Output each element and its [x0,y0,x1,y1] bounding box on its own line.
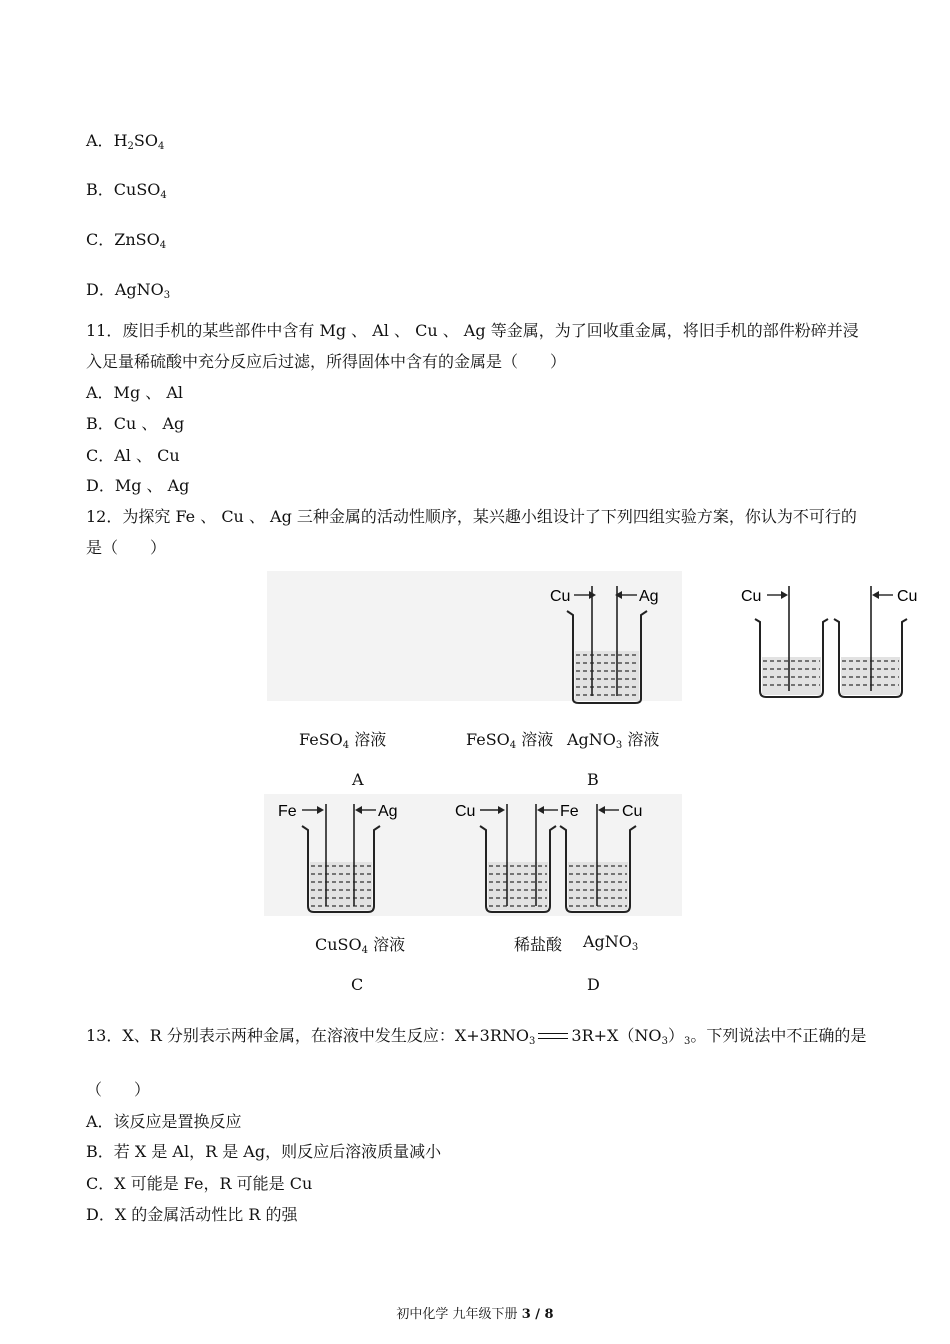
metal-fe-c: Fe [278,803,297,820]
q13-paren: （ ） [86,1080,151,1099]
metal-fe-d: Fe [560,803,579,820]
page-number: 3 / 8 [521,1307,554,1322]
beaker-a [567,586,647,703]
q10-option-c: C．ZnSO$_4$ [86,230,167,251]
metal-cu-d2: Cu [622,803,643,820]
metal-cu-a: Cu [550,588,571,605]
q13-option-a: A．该反应是置换反应 [86,1112,242,1131]
beaker-d-right [560,804,636,912]
footer-text: 初中化学 九年级下册 [396,1307,522,1322]
beaker-d-left [480,804,556,912]
q10-option-a: A．$H_2SO_4$ [86,131,165,152]
metal-cu-b2: Cu [897,588,918,605]
metal-ag-a: Ag [639,588,659,605]
q13-stem: 13．X、R 分别表示两种金属，在溶液中发生反应：$X+3RNO_3$ $3R+X(NO_3)_3$。下列说法中不正确的是 [86,1026,867,1047]
q13-option-d: D．X 的金属活动性比 R 的强 [86,1205,298,1224]
q12-stem-line1: 12．为探究 Fe 、 Cu 、 Ag 三种金属的活动性顺序，某兴趣小组设计了下列四组实验方案，你认为不可行的 [86,507,857,526]
caption-c-solution: CuSO$_4$ 溶液 [315,935,406,956]
beaker-b-left [755,586,828,697]
q13-option-c: C．X 可能是 Fe，R 可能是 Cu [86,1174,313,1193]
figure-row-1 [267,571,918,701]
q11-option-c: C．Al 、 Cu [86,446,180,465]
caption-b-solution-2: AgNO$_3$ 溶液 [567,730,660,751]
figure-row-2 [264,794,682,916]
metal-cu-b1: Cu [741,588,762,605]
caption-b-solution-1: FeSO$_4$ 溶液 [466,730,554,751]
beaker-c [302,804,380,912]
metal-cu-d1: Cu [455,803,476,820]
q11-stem-line2: 入足量稀硫酸中充分反应后过滤，所得固体中含有的金属是（ ） [86,352,567,371]
metal-ag-c: Ag [378,803,398,820]
q10-option-d: D．AgNO$_3$ [86,280,171,301]
q11-option-d: D．Mg 、 Ag [86,476,190,495]
label-c: C [351,975,364,994]
caption-a-solution: FeSO$_4$ 溶液 [299,730,387,751]
q12-stem-line2: 是（ ） [86,538,167,557]
q13-option-b: B．若 X 是 Al，R 是 Ag，则反应后溶液质量减小 [86,1142,442,1161]
label-a: A [352,770,364,789]
label-b: B [587,770,599,789]
caption-d-solution-2: AgNO$_3$ [583,932,639,953]
caption-d-solution-1: 稀盐酸 [514,935,563,954]
q11-option-b: B．Cu 、 Ag [86,414,185,433]
equals-sign [535,1033,571,1041]
q10-option-b: B．CuSO$_4$ [86,180,167,201]
label-d: D [587,975,600,994]
page-footer [0,1303,950,1322]
q11-stem-line1: 11．废旧手机的某些部件中含有 Mg 、 Al 、 Cu 、 Ag 等金属，为了回收重金属，将旧手机的部件粉碎并浸 [86,321,859,340]
q11-option-a: A．Mg 、 Al [86,383,184,402]
